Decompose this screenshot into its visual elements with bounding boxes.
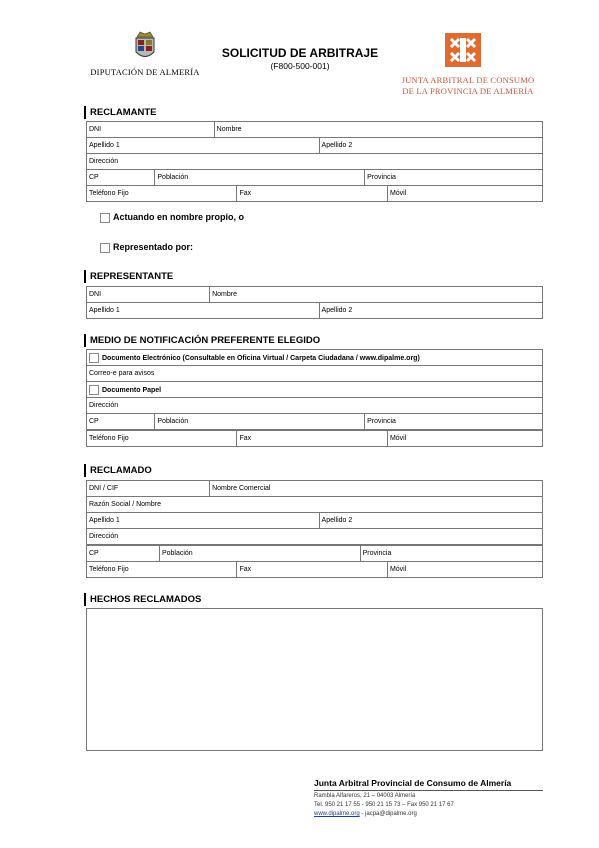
notificacion-movil-field[interactable]: Móvil [387,431,542,447]
reclamado-table-2 [86,545,543,562]
reclamante-poblacion-field[interactable]: Población [155,170,365,186]
representado-checkbox[interactable] [100,243,110,253]
coat-of-arms-icon [80,30,210,62]
section-reclamante-title: RECLAMANTE [84,106,550,119]
notificacion-table-2 [86,430,543,447]
reclamante-table-2 [86,169,543,186]
diputacion-logo-text: DIPUTACIÓN DE ALMERÍA [90,67,200,77]
junta-arbitral-logo [393,30,543,97]
option-representado[interactable] [100,242,193,253]
reclamado-poblacion-field[interactable]: Población [159,546,360,562]
papel-label: Documento Papel [102,386,162,394]
electronico-label: Documento Electrónico (Consultable en Oficina Virtual / Carpeta Ciudadana / www.dipalme.org) [102,354,420,362]
reclamado-razon-social-field[interactable]: Razón Social / Nombre [87,497,543,513]
junta-logo-line1: JUNTA ARBITRAL DE CONSUMO [401,75,535,85]
correo-avisos-field[interactable]: Correo-e para avisos [87,366,543,382]
reclamante-fax-field[interactable]: Fax [237,186,387,202]
representante-table [86,286,543,319]
reclamante-nombre-field[interactable]: Nombre [214,122,542,138]
nombre-propio-label: Actuando en nombre propio, o [113,212,244,222]
footer-contact [314,811,417,817]
reclamante-table [86,121,543,170]
hechos-textarea[interactable] [86,608,543,751]
reclamado-fax-field[interactable]: Fax [237,562,387,578]
form-code: (F800-500-001) [270,61,330,71]
reclamado-movil-field[interactable]: Móvil [387,562,542,578]
reclamante-dni-field[interactable]: DNI [87,122,215,138]
electronico-option[interactable] [87,350,543,366]
section-notificacion-title: MEDIO DE NOTIFICACIÓN PREFERENTE ELEGIDO [84,334,550,347]
notificacion-provincia-field[interactable]: Provincia [365,414,543,430]
junta-logo-line2: DE LA PROVINCIA DE ALMERÍA [402,86,534,96]
diputacion-logo [80,30,210,77]
reclamante-direccion-field[interactable]: Dirección [87,154,543,170]
footer-title: Junta Arbitral Provincial de Consumo de Almería [314,778,512,788]
reclamado-apellido1-field[interactable]: Apellido 1 [87,513,320,529]
reclamante-telefono-field[interactable]: Teléfono Fijo [87,186,237,202]
section-hechos-title: HECHOS RECLAMADOS [84,593,550,606]
junta-arbitral-emblem-icon [393,30,543,70]
notificacion-telefono-field[interactable]: Teléfono Fijo [87,431,237,447]
reclamado-apellido2-field[interactable]: Apellido 2 [319,513,542,529]
reclamado-dni-field[interactable]: DNI / CIF [87,481,210,497]
section-representante-title: REPRESENTANTE [84,270,550,283]
reclamante-movil-field[interactable]: Móvil [387,186,542,202]
representado-label: Representado por: [113,242,194,252]
footer-email: - jacpa@dipalme.org [359,811,417,817]
notificacion-poblacion-field[interactable]: Población [155,414,365,430]
reclamado-provincia-field[interactable]: Provincia [360,546,542,562]
nombre-propio-checkbox[interactable] [100,213,110,223]
option-nombre-propio[interactable] [100,212,244,223]
section-reclamado-title: RECLAMADO [84,464,550,477]
papel-checkbox[interactable] [89,385,99,395]
footer-phones: Tel. 950 21 17 55 - 950 21 15 73 – Fax 950 21 17 67 [314,802,454,808]
notificacion-fax-field[interactable]: Fax [237,431,387,447]
representante-nombre-field[interactable]: Nombre [210,287,543,303]
reclamado-table-3 [86,561,543,578]
footer-divider [314,790,543,791]
notificacion-table [86,349,543,430]
reclamado-direccion-field[interactable]: Dirección [87,529,543,545]
reclamante-cp-field[interactable]: CP [87,170,155,186]
notificacion-direccion-field[interactable]: Dirección [87,398,543,414]
footer-web-link[interactable]: www.dipalme.org [314,811,360,817]
reclamante-apellido1-field[interactable]: Apellido 1 [87,138,320,154]
reclamado-telefono-field[interactable]: Teléfono Fijo [87,562,237,578]
representante-apellido1-field[interactable]: Apellido 1 [87,303,320,319]
reclamante-apellido2-field[interactable]: Apellido 2 [319,138,542,154]
representante-dni-field[interactable]: DNI [87,287,210,303]
reclamante-provincia-field[interactable]: Provincia [365,170,543,186]
electronico-checkbox[interactable] [89,353,99,363]
footer-address: Rambla Alfareros, 21 – 04003 Almería [314,793,416,799]
reclamado-nombre-comercial-field[interactable]: Nombre Comercial [210,481,543,497]
notificacion-cp-field[interactable]: CP [87,414,155,430]
reclamado-cp-field[interactable]: CP [87,546,160,562]
representante-apellido2-field[interactable]: Apellido 2 [319,303,542,319]
papel-option[interactable] [87,382,543,398]
reclamado-table [86,480,543,545]
reclamante-table-3 [86,185,543,202]
page-title: SOLICITUD DE ARBITRAJE [221,46,379,60]
